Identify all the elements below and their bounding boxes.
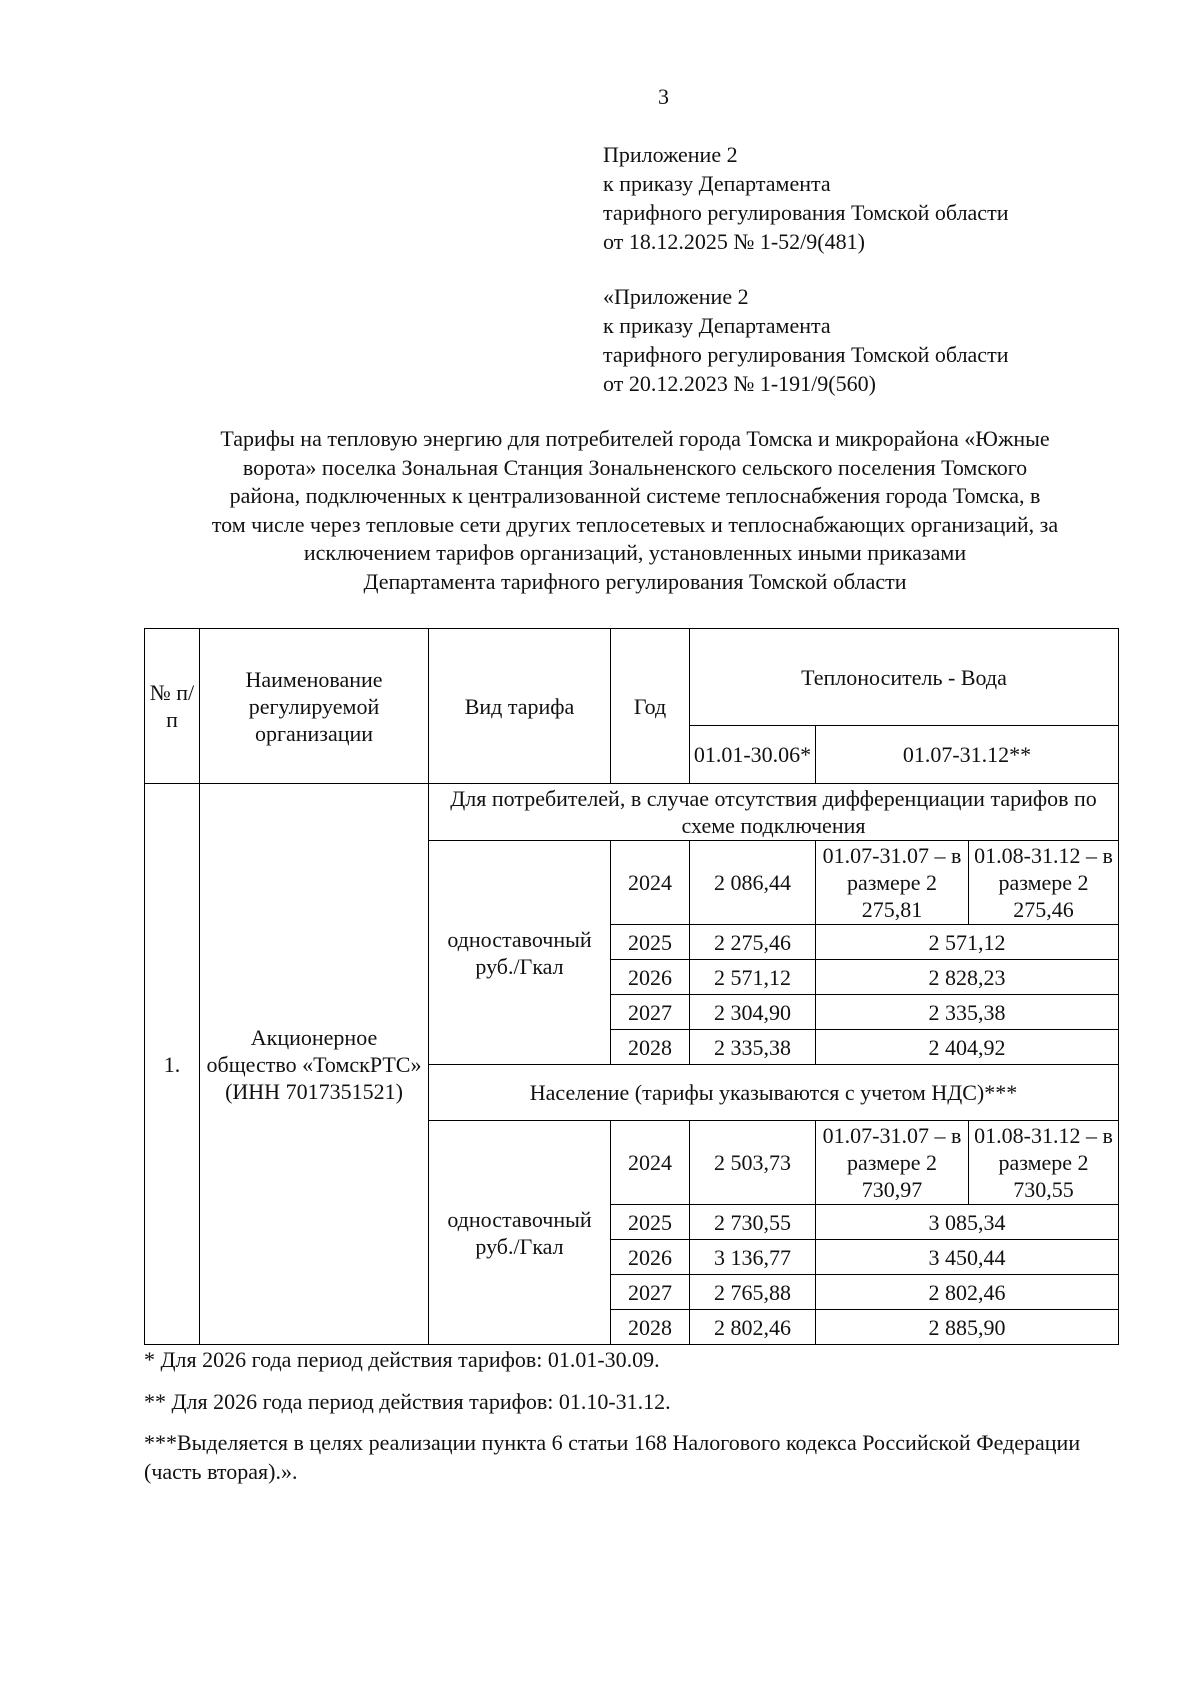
header-year: Год <box>611 629 690 784</box>
appendix-line: от 18.12.2025 № 1-52/9(481) <box>603 229 865 254</box>
tariff-value: 01.08-31.12 – в размере 2 730,55 <box>969 1121 1119 1205</box>
tariff-value: 2 086,44 <box>690 841 816 925</box>
year-cell: 2027 <box>611 995 690 1030</box>
page-number: 3 <box>658 84 669 109</box>
year-cell: 2026 <box>611 1240 690 1275</box>
tariff-value: 2 730,55 <box>690 1205 816 1240</box>
title-line: исключением тарифов организаций, установленных иными приказами <box>303 540 967 565</box>
header-period-1: 01.01-30.06* <box>690 726 816 784</box>
section-heading: Для потребителей, в случае отсутствия дифференциации тарифов по схеме подключения <box>429 784 1119 841</box>
tariff-type: одноставочный руб./Гкал <box>429 1121 611 1345</box>
appendix-line: к приказу Департамента <box>603 313 831 338</box>
tariff-value: 2 335,38 <box>816 995 1119 1030</box>
footnotes <box>144 1346 1134 1499</box>
document-title <box>130 425 1140 596</box>
appendix-header-previous <box>603 282 1008 398</box>
header-heat-carrier: Теплоноситель - Вода <box>690 629 1119 726</box>
tariff-value: 2 503,73 <box>690 1121 816 1205</box>
appendix-line: к приказу Департамента <box>603 171 831 196</box>
appendix-header-current <box>603 140 1008 256</box>
title-line: том числе через тепловые сети других теплосетевых и теплоснабжающих организаций, за <box>211 511 1059 537</box>
header-num: № п/п <box>145 629 200 784</box>
row-number: 1. <box>145 784 200 1345</box>
tariff-value: 2 335,38 <box>690 1030 816 1065</box>
appendix-line: тарифного регулирования Томской области <box>603 200 1009 225</box>
tariff-value: 3 136,77 <box>690 1240 816 1275</box>
header-tariff-type: Вид тарифа <box>429 629 611 784</box>
title-line: ворота» поселка Зональная Станция Зональненского сельского поселения Томского <box>242 454 1028 480</box>
tariff-value: 01.07-31.07 – в размере 2 730,97 <box>816 1121 969 1205</box>
year-cell: 2024 <box>611 1121 690 1205</box>
tariff-value: 2 571,12 <box>816 925 1119 960</box>
tariff-value: 2 765,88 <box>690 1275 816 1310</box>
header-period-2: 01.07-31.12** <box>816 726 1119 784</box>
tariff-value: 2 404,92 <box>816 1030 1119 1065</box>
appendix-line: «Приложение 2 <box>603 284 749 309</box>
year-cell: 2025 <box>611 1205 690 1240</box>
tariff-value: 2 571,12 <box>690 960 816 995</box>
tariff-type: одноставочный руб./Гкал <box>429 841 611 1065</box>
footnote: ** Для 2026 года период действия тарифов: 01.10-31.12. <box>144 1388 671 1414</box>
tariff-value: 3 085,34 <box>816 1205 1119 1240</box>
tariff-value: 2 885,90 <box>816 1310 1119 1345</box>
title-line: Департамента тарифного регулирования Томской области <box>363 568 907 594</box>
organization-name: Акционерное общество «ТомскРТС» (ИНН 7017351521) <box>200 784 429 1345</box>
tariff-value: 01.07-31.07 – в размере 2 275,81 <box>816 841 969 925</box>
tariff-value: 2 304,90 <box>690 995 816 1030</box>
year-cell: 2026 <box>611 960 690 995</box>
year-cell: 2027 <box>611 1275 690 1310</box>
year-cell: 2024 <box>611 841 690 925</box>
year-cell: 2028 <box>611 1310 690 1345</box>
year-cell: 2028 <box>611 1030 690 1065</box>
header-organization: Наименование регулируемой организации <box>200 629 429 784</box>
appendix-line: от 20.12.2023 № 1-191/9(560) <box>603 371 876 396</box>
section-heading: Население (тарифы указываются с учетом НДС)*** <box>429 1065 1119 1121</box>
footnote: * Для 2026 года период действия тарифов: 01.01-30.09. <box>144 1347 660 1372</box>
footnote: ***Выделяется в целях реализации пункта 6 статьи 168 Налогового кодекса Российской Федерации (часть вторая).». <box>144 1430 1081 1484</box>
title-line: района, подключенных к централизованной системе теплоснабжения города Томска, в <box>229 483 1041 508</box>
title-line: Тарифы на тепловую энергию для потребителей города Томска и микрорайона «Южные <box>220 426 1050 451</box>
tariff-value: 2 802,46 <box>816 1275 1119 1310</box>
year-cell: 2025 <box>611 925 690 960</box>
tariff-value: 01.08-31.12 – в размере 2 275,46 <box>969 841 1119 925</box>
tariff-value: 2 275,46 <box>690 925 816 960</box>
appendix-line: Приложение 2 <box>603 142 738 167</box>
appendix-line: тарифного регулирования Томской области <box>603 342 1009 367</box>
tariff-value: 2 802,46 <box>690 1310 816 1345</box>
tariff-table <box>144 628 1119 1345</box>
tariff-value: 3 450,44 <box>816 1240 1119 1275</box>
tariff-value: 2 828,23 <box>816 960 1119 995</box>
